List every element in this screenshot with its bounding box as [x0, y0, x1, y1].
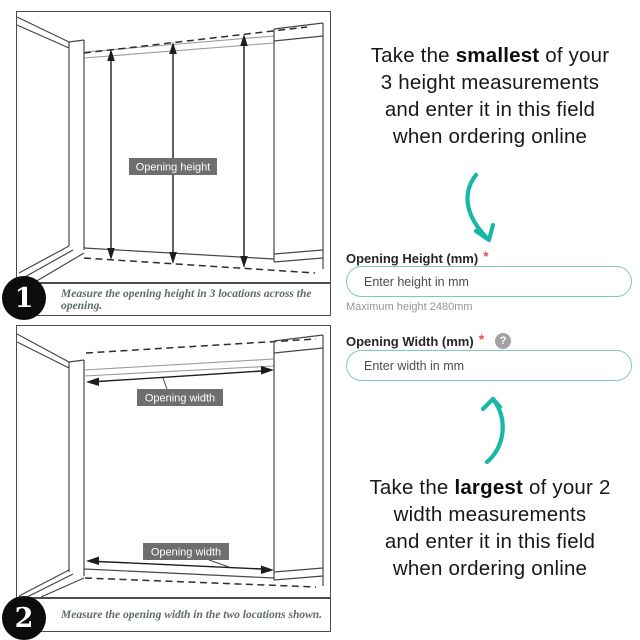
width-measure-arrow-top [86, 366, 274, 386]
opening-width-input[interactable] [346, 350, 632, 381]
step1-caption-strip [16, 283, 331, 316]
height-measure-arrow-middle [169, 42, 177, 264]
height-instruction-line1 [340, 42, 640, 69]
step1-badge [2, 276, 46, 320]
step2-number: 2 [14, 602, 34, 634]
curved-arrow-down-icon [450, 163, 510, 251]
opening-width-label-top [137, 378, 223, 406]
opening-height-drawing [17, 12, 330, 282]
width-instr-post: of your 2 [523, 476, 611, 499]
opening-width-label-text: Opening Width (mm) [346, 333, 474, 349]
height-measure-arrow-right [240, 34, 248, 268]
opening-width-bottom-text: Opening width [150, 546, 222, 559]
opening-width-label-bottom [143, 543, 229, 567]
opening-height-label-text: Opening Height (mm) [346, 250, 479, 266]
opening-height-label-text: Opening height [135, 161, 211, 174]
width-diagram-panel [16, 325, 331, 598]
height-instruction-text [340, 42, 640, 150]
width-instruction-line3: and enter it in this field [384, 530, 596, 553]
width-instruction-line2: width measurements [393, 503, 587, 526]
height-instr-bold: smallest [455, 44, 540, 67]
opening-height-input[interactable] [346, 266, 632, 297]
step2-badge [2, 596, 46, 640]
width-instruction-line1 [340, 474, 640, 501]
height-instruction-line3: and enter it in this field [384, 98, 596, 121]
step1-number: 1 [14, 282, 34, 314]
width-instruction-text [340, 474, 640, 582]
max-height-helper-text: Maximum height 2480mm [346, 301, 473, 313]
height-instruction-line2: 3 height measurements [380, 71, 600, 94]
height-instr-pre: Take the [370, 44, 456, 67]
width-instr-pre: Take the [369, 476, 455, 499]
curved-arrow-up-icon [455, 390, 515, 468]
opening-width-top-text: Opening width [144, 392, 216, 405]
height-instr-post: of your [539, 44, 610, 67]
opening-height-label [129, 158, 217, 175]
width-instr-bold: largest [454, 476, 524, 499]
help-icon[interactable]: ? [495, 333, 511, 349]
opening-width-drawing [17, 326, 330, 597]
width-instruction-line4: when ordering online [392, 557, 588, 580]
step2-caption: Measure the opening width in the two locations shown. [61, 609, 323, 621]
height-instruction-line4: when ordering online [392, 125, 588, 148]
height-measure-arrow-left [107, 49, 115, 260]
step1-caption: Measure the opening height in 3 locations across the opening. [61, 287, 312, 312]
opening-width-field-label [346, 333, 511, 349]
required-asterisk: * [478, 331, 485, 347]
height-diagram-panel [16, 11, 331, 283]
step2-caption-strip [16, 598, 331, 632]
opening-height-field-label [346, 250, 489, 266]
required-asterisk: * [483, 248, 489, 264]
